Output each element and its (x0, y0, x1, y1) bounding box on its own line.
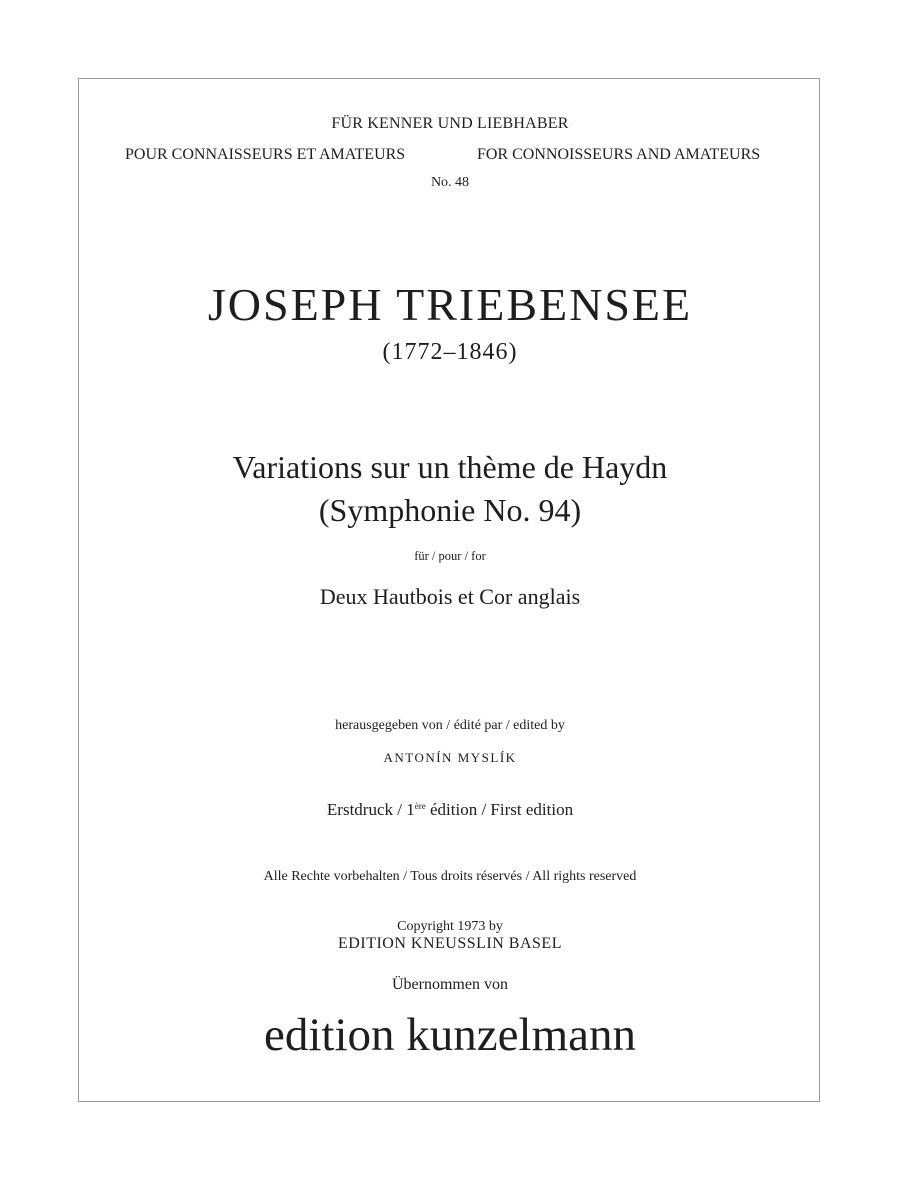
copyright-line: Copyright 1973 by (397, 919, 503, 934)
for-label: für / pour / for (414, 549, 486, 563)
edition-note-post: édition / First edition (425, 800, 574, 819)
series-title: FÜR KENNER UND LIEBHABER (331, 115, 569, 132)
work-title: Variations sur un thème de Haydn (232, 449, 668, 485)
publisher-logo-text: edition kunzelmann (264, 1009, 636, 1061)
original-publisher: EDITION KNEUSSLIN BASEL (338, 935, 562, 952)
edited-by-label: herausgegeben von / édité par / edited by (335, 718, 565, 733)
series-subtitle-en: FOR CONNOISSEURS AND AMATEURS (477, 146, 761, 163)
edition-note-sup: ère (414, 801, 426, 811)
composer-dates: (1772–1846) (382, 339, 518, 365)
series-subtitle-fr: POUR CONNAISSEURS ET AMATEURS (125, 146, 406, 163)
rights-notice: Alle Rechte vorbehalten / Tous droits réservés / All rights reserved (263, 869, 637, 884)
work-subtitle: (Symphonie No. 94) (318, 492, 582, 528)
taken-over-label: Übernommen von (392, 976, 508, 993)
composer-name: JOSEPH TRIEBENSEE (207, 279, 693, 330)
series-subtitle-row (0, 146, 900, 166)
editor-name: ANTONÍN MYSLÍK (383, 750, 517, 765)
instrumentation: Deux Hautbois et Cor anglais (319, 584, 581, 609)
edition-note (0, 801, 900, 818)
edition-note-pre: Erstdruck / 1 (326, 800, 415, 819)
series-number: No. 48 (430, 175, 470, 190)
